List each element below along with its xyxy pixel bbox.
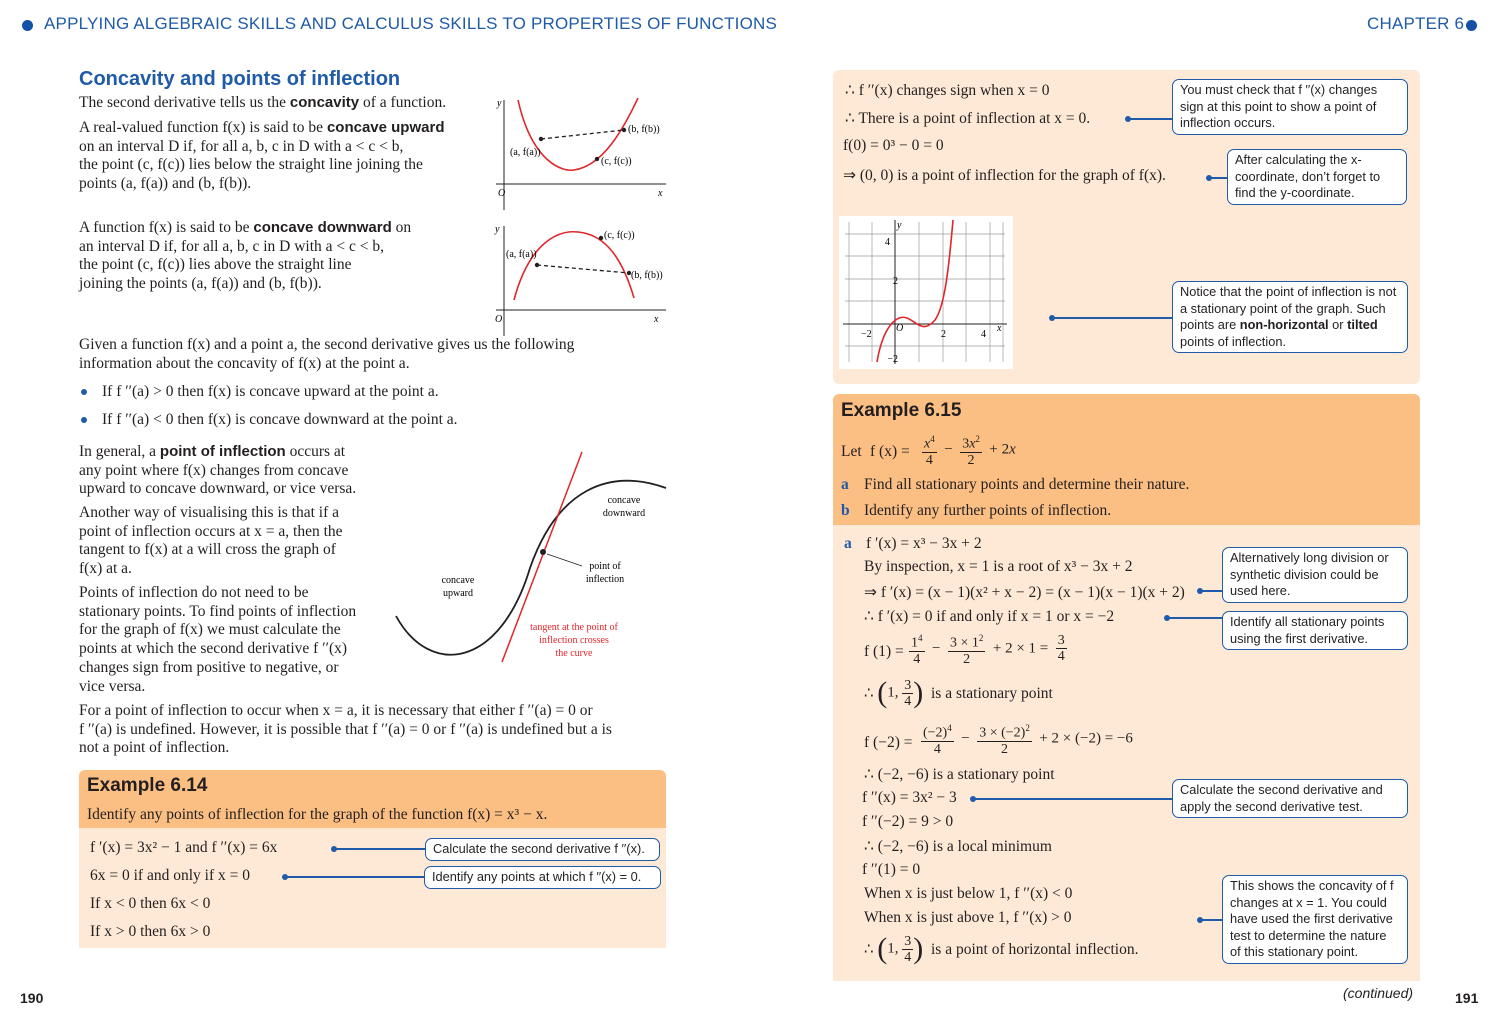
g2-point-c: (c, f(c)) <box>604 230 635 241</box>
bullet-concave-down: If f ′′(a) < 0 then f(x) is concave downward at the point a. <box>102 411 458 428</box>
tangent-label: the curve <box>555 648 593 659</box>
sol-line: is a point of horizontal inflection. <box>931 941 1139 958</box>
sol-f1: f (1) = <box>864 643 904 660</box>
concave-downward-definition: A function f(x) is said to be concave downward on an interval D if, for all a, b, c in D with a < c < b, the point (c, f(c)) lies above the straight line joining the points (a, f(a)) and (b, f(b)). <box>79 219 412 293</box>
sol-line: f ′′(−2) = 9 > 0 <box>862 813 954 830</box>
sol-line: f ′′(1) = 0 <box>862 861 921 878</box>
sol-line: is a stationary point <box>931 685 1053 702</box>
cont-line: f(0) = 0³ − 0 = 0 <box>843 137 944 154</box>
stationary-paragraph: Points of inflection do not need to be stationary points. To find points of inflection for the graph of f(x) we must calculate the points at which the second derivative f ′′(x) changes sign from positive to negative, or vice versa. <box>79 584 357 695</box>
bullet-icon <box>81 389 87 395</box>
tangent-paragraph: Another way of visualising this is that if a point of inflection occurs at x = a, then the tangent to f(x) at a will cross the graph of f(x) at a. <box>79 504 343 578</box>
example-614-line: f ′(x) = 3x² − 1 and f ′′(x) = 6x <box>90 839 278 856</box>
concave-up-label: concave <box>441 575 475 586</box>
g2-point-a: (a, f(a)) <box>506 249 537 260</box>
cubic-graph <box>839 216 1013 369</box>
connector-line <box>1200 919 1223 921</box>
sol-point-horizontal: ∴ (1, $\frac{3}{4}$ ) <box>864 932 924 965</box>
part-a-text: Find all stationary points and determine their nature. <box>864 476 1190 493</box>
running-header-right: CHAPTER 6 <box>1367 14 1465 33</box>
example-615-formula: $\frac{x^4}{4}$ − $\frac{3x^2}{2}$ + 2x <box>924 434 1016 468</box>
cont-line: ⇒ (0, 0) is a point of inflection for the graph of f(x). <box>843 167 1166 184</box>
g2-x-label: x <box>654 314 659 325</box>
note-second-derivative: Calculate the second derivative f ′′(x). <box>425 838 660 861</box>
g2-o-label: O <box>495 314 503 325</box>
sol-line: ∴ (−2, −6) is a local minimum <box>864 838 1052 855</box>
example-614-line: If x > 0 then 6x > 0 <box>90 923 211 940</box>
concave-down-label: downward <box>602 508 646 519</box>
point-of-inflection-paragraph: In general, a point of inflection occurs at any point where f(x) changes from concave upward to concave downward, or vice versa. <box>79 443 357 498</box>
example-615-title: Example 6.15 <box>841 400 962 421</box>
note-check-sign: You must check that f ′′(x) changes sign at this point to show a point of inflection occurs. <box>1172 79 1408 135</box>
cont-line: ∴ There is a point of inflection at x = 0. <box>845 110 1091 127</box>
sol-line: When x is just above 1, f ′′(x) > 0 <box>864 909 1072 926</box>
note-find-y: After calculating the x-coordinate, don’t forget to find the y-coordinate. <box>1227 149 1407 205</box>
tangent-label: tangent at the point of <box>530 622 618 633</box>
sol-line: ⇒ f ′(x) = (x − 1)(x² + x − 2) = (x − 1)(x − 1)(x + 2) <box>864 584 1185 601</box>
concave-upward-definition: A real-valued function f(x) is said to be concave upward on an interval D if, for all a, b, c in D with a < c < b, the point (c, f(c)) lies below the straight line joining the points (a, f(a)) and (b, f(b)). <box>79 119 445 193</box>
g1-o-label: O <box>498 188 506 199</box>
g1-point-c: (c, f(c)) <box>601 156 632 167</box>
note-identify-stationary: Identify all stationary points using the first derivative. <box>1222 611 1408 650</box>
g1-point-b: (b, f(b)) <box>628 124 660 135</box>
mini-y-tick: −2 <box>887 354 898 365</box>
connector-line <box>285 876 424 878</box>
example-614-line: If x < 0 then 6x < 0 <box>90 895 211 912</box>
continued-label: (continued) <box>1343 985 1414 1001</box>
sol-fm2-formula: $\frac{(-2)^4}{4}$ − $\frac{3 \times (-2)^2}{2}$ + 2 × (−2) = −6 <box>923 723 1133 757</box>
given-function-paragraph: Given a function f(x) and a point a, the second derivative gives us the following information about the concavity of f(x) at the point a. <box>79 336 575 372</box>
g1-x-label: x <box>658 188 663 199</box>
header-bullet-right-icon <box>1466 20 1477 31</box>
sol-line: ∴ f ′(x) = 0 if and only if x = 1 or x = −2 <box>864 608 1115 625</box>
sol-f1-formula: $\frac{1^4}{4}$ − $\frac{3 \times 1^2}{2}$ + 2 × 1 = $\frac{3}{4}$ <box>911 633 1065 667</box>
concave-upward-graph <box>492 92 672 214</box>
mini-x-label: x <box>997 323 1002 334</box>
concave-down-label: concave <box>607 495 641 506</box>
section-heading: Concavity and points of inflection <box>79 68 401 90</box>
connector-line <box>1209 177 1227 179</box>
connector-line <box>1128 118 1172 120</box>
inflection-diagram <box>390 448 670 670</box>
g1-y-label: y <box>497 98 502 109</box>
page-number-left: 190 <box>20 990 44 1006</box>
sol-point-one: ∴ (1, $\frac{3}{4}$ ) <box>864 676 924 709</box>
example-614-question: Identify any points of inflection for the graph of the function f(x) = x³ − x. <box>87 806 548 823</box>
note-non-horizontal: Notice that the point of inflection is not a stationary point of the graph. Such points are non-horizontal or tilted points of inflection. <box>1172 281 1408 353</box>
mini-y-tick: 4 <box>885 237 890 248</box>
example-615-let: Let <box>841 443 862 460</box>
bullet-icon <box>81 417 87 423</box>
mini-x-tick: 2 <box>941 329 946 340</box>
tangent-label: inflection crosses <box>539 635 609 646</box>
cont-line: ∴ f ′′(x) changes sign when x = 0 <box>845 82 1050 99</box>
g2-point-b: (b, f(b)) <box>631 270 663 281</box>
condition-paragraph: For a point of inflection to occur when x = a, it is necessary that either f ′′(a) = 0 or f ′′(a) is undefined. However, it is possible that f ′′(a) = 0 or f ′′(a) is undefined but a is not a point of inflection. <box>79 702 612 757</box>
header-bullet-left-icon <box>22 20 33 31</box>
concave-up-label: upward <box>443 588 473 599</box>
connector-line <box>1200 590 1223 592</box>
sol-line: When x is just below 1, f ′′(x) < 0 <box>864 885 1073 902</box>
connector-line <box>1167 617 1222 619</box>
poi-label: point of <box>589 561 621 572</box>
concave-downward-graph <box>490 220 670 338</box>
connector-line <box>1052 317 1172 319</box>
sol-line: ∴ (−2, −6) is a stationary point <box>864 766 1055 783</box>
solution-a-label: a <box>844 535 852 552</box>
mini-y-label: y <box>897 220 902 231</box>
example-614-title: Example 6.14 <box>87 775 208 796</box>
note-long-division: Alternatively long division or synthetic division could be used here. <box>1222 547 1408 603</box>
note-second-derivative-test: Calculate the second derivative and apply the second derivative test. <box>1172 779 1408 818</box>
g2-y-label: y <box>495 224 500 235</box>
part-a-label: a <box>841 476 849 493</box>
sol-line: By inspection, x = 1 is a root of x³ − 3x + 2 <box>864 558 1133 575</box>
note-identify-points: Identify any points at which f ′′(x) = 0. <box>424 866 661 889</box>
sol-line: f ′′(x) = 3x² − 3 <box>862 789 957 806</box>
part-b-text: Identify any further points of inflection. <box>864 502 1112 519</box>
connector-line <box>973 798 1172 800</box>
sol-fm2: f (−2) = <box>864 734 913 751</box>
bullet-concave-up: If f ′′(a) > 0 then f(x) is concave upward at the point a. <box>102 383 439 400</box>
mini-y-tick: 2 <box>893 276 898 287</box>
page-number-right: 191 <box>1455 990 1479 1006</box>
intro-paragraph: The second derivative tells us the concavity of a function. <box>79 94 447 111</box>
sol-line: f ′(x) = x³ − 3x + 2 <box>866 535 982 552</box>
mini-x-tick: −2 <box>861 329 872 340</box>
connector-line <box>334 848 425 850</box>
running-header-left: APPLYING ALGEBRAIC SKILLS AND CALCULUS SKILLS TO PROPERTIES OF FUNCTIONS <box>44 14 778 33</box>
example-614-line: 6x = 0 if and only if x = 0 <box>90 867 250 884</box>
poi-label: inflection <box>585 574 625 585</box>
mini-x-tick: 4 <box>981 329 986 340</box>
mini-o-label: O <box>896 323 904 334</box>
g1-point-a: (a, f(a)) <box>510 147 541 158</box>
example-615-fx: f (x) = <box>870 443 910 460</box>
part-b-label: b <box>841 502 850 519</box>
note-concavity-changes: This shows the concavity of f changes at x = 1. You could have used the first derivative test to determine the nature of this stationary point. <box>1222 875 1408 964</box>
